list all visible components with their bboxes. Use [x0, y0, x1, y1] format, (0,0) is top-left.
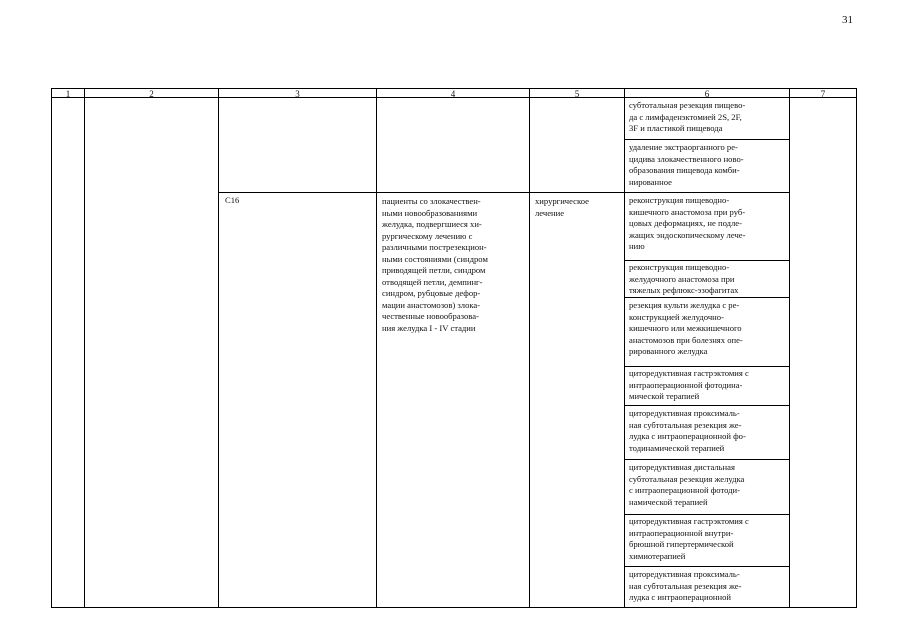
column-border — [529, 88, 530, 608]
header-cell-7: 7 — [790, 88, 857, 98]
column-border — [376, 88, 377, 608]
procedure-separator — [624, 139, 790, 140]
column-border — [856, 88, 857, 608]
procedure-separator — [624, 297, 790, 298]
treatment-type: хирургическое лечение — [535, 196, 589, 218]
row-separator — [218, 192, 790, 193]
procedure-item: циторедуктивная проксималь- ная субтотальная резекция же- лудка с интраоперационной фо- тодинамической терапией — [629, 408, 746, 453]
procedure-item: субтотальная резекция пищево- да с лимфаденэктомией 2S, 2F, 3F и пластикой пищевода — [629, 100, 746, 133]
procedure-separator — [624, 366, 790, 367]
table-bottom-border — [51, 607, 857, 608]
procedure-item: удаление экстраорганного ре- цидива злокачественного ново- образования пищевода комби- нированное — [629, 142, 744, 187]
procedure-item: циторедуктивная дистальная субтотальная резекция желудка с интраоперационной фотоди- намической терапией — [629, 462, 745, 507]
procedure-separator — [624, 514, 790, 515]
header-cell-3: 3 — [219, 88, 377, 98]
procedure-item: циторедуктивная гастрэктомия с интраоперационной внутри- брюшной гипертермической химиотерапией — [629, 516, 749, 561]
header-cell-2: 2 — [85, 88, 219, 98]
diagnosis-code: C16 — [225, 195, 240, 205]
procedure-separator — [624, 459, 790, 460]
header-cell-1: 1 — [51, 88, 85, 98]
header-cell-4: 4 — [377, 88, 530, 98]
procedure-item: циторедуктивная проксималь- ная субтотальная резекция же- лудка с интраоперационной — [629, 569, 742, 602]
procedure-separator — [624, 260, 790, 261]
procedure-separator — [624, 405, 790, 406]
procedure-item: циторедуктивная гастрэктомия с интраоперационной фотодина- мической терапией — [629, 368, 749, 401]
column-border — [789, 88, 790, 608]
header-cell-5: 5 — [530, 88, 625, 98]
column-border — [84, 88, 85, 608]
column-border — [218, 88, 219, 608]
patient-model: пациенты со злокачествен- ными новообразованиями желудка, подвергшиеся хи- рургическому лечению с различными пострезекцион- ными состояниями (синдром приводящей петли, синдром отводящей петли, демпинг- синдром, рубцовые дефор- мации анастомозов) злока- чественные новообразова- ния желудка I - IV стадии — [382, 196, 488, 333]
page-number: 31 — [842, 14, 853, 26]
procedure-item: реконструкция пищеводно- кишечного анастомоза при руб- цовых деформациях, не подле- жащих эндоскопическому лече- нию — [629, 195, 746, 251]
header-cell-6: 6 — [625, 88, 790, 98]
procedure-separator — [624, 566, 790, 567]
procedure-item: реконструкция пищеводно- желудочного анастомоза при тяжелых рефлюкс-эзофагитах — [629, 262, 739, 295]
column-border — [51, 88, 52, 608]
column-border — [624, 88, 625, 608]
procedure-item: резекция культи желудка с ре- конструкцией желудочно- кишечного или межкишечного анастомозов при болезнях опе- рированного желудка — [629, 300, 743, 356]
